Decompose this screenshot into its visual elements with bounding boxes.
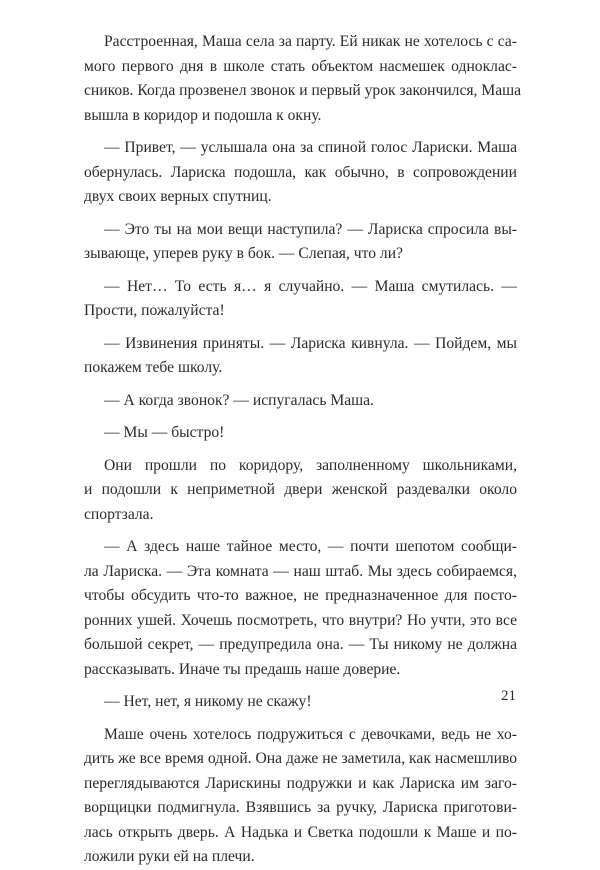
text-line: Прости, пожалуйста! [84, 302, 225, 319]
text-line: мого первого дня в школе стать объектом насмешек одноклас- [84, 57, 517, 75]
paragraph [84, 136, 517, 210]
paragraph-gap [84, 267, 517, 275]
paragraph-gap [84, 381, 517, 389]
text-line: — Извинения приняты. — Лариска кивнула. — Пойдем, мы [104, 334, 517, 352]
text-line: дить же все время одной. Она даже не заметила, как насмешливо [84, 750, 517, 767]
paragraph-gap [84, 682, 517, 690]
paragraph [84, 421, 517, 446]
paragraph [84, 535, 517, 682]
paragraph [84, 454, 517, 528]
text-line: — Нет… То есть я… я случайно. — Маша смутилась. — [104, 277, 517, 295]
paragraph-gap [84, 210, 517, 218]
text-line: — Мы — быстро! [104, 424, 225, 441]
text-line: — Это ты на мои вещи наступила? — Лариска спросила вы- [104, 220, 517, 238]
text-line: ронних ушей. Хочешь посмотреть, что внутри? Но учти, это все [84, 611, 517, 629]
paragraph-gap [84, 446, 517, 454]
page-number: 21 [501, 688, 516, 704]
paragraph [84, 332, 517, 381]
text-line: — А когда звонок? — испугалась Маша. [104, 391, 374, 409]
paragraph [84, 275, 517, 324]
text-line: обернулась. Лариска подошла, как обычно, в сопровождении [84, 163, 517, 181]
text-line: лась открыть дверь. А Надька и Светка подошли к Маше и по- [84, 823, 517, 841]
paragraph-gap [84, 527, 517, 535]
paragraph [84, 389, 517, 414]
text-line: ворщицки подмигнула. Взявшись за ручку, Лариска приготови- [84, 799, 517, 816]
text-line: большой секрет, — предупредила она. — Ты никому не должна [84, 636, 517, 653]
text-line: переглядываются Ларискины подружки и как Лариска им заго- [84, 774, 517, 792]
text-line: вышла в коридор и подошла к окну. [84, 106, 322, 124]
text-line: — Нет, нет, я никому не скажу! [104, 693, 312, 710]
paragraph [84, 218, 517, 267]
text-line: рассказывать. Иначе ты предашь наше доверие. [84, 660, 401, 678]
paragraph [84, 30, 522, 128]
text-line: покажем тебе школу. [84, 359, 223, 376]
paragraph-gap [84, 413, 517, 421]
paragraph-gap [84, 324, 517, 332]
text-line: ложили руки ей на плечи. [84, 848, 255, 865]
text-line: и подошли к неприметной двери женской раздевалки около [84, 481, 517, 498]
text-line: — Привет, — услышала она за спиной голос Лариски. Маша [104, 139, 517, 156]
text-line: сников. Когда прозвенел звонок и первый урок закончился, Маша [84, 82, 522, 99]
text-line: Маше очень хотелось подружиться с девочками, ведь не хо- [104, 725, 517, 743]
text-line: — А здесь наше тайное место, — почти шепотом сообщи- [104, 538, 517, 555]
text-line: спортзала. [84, 505, 154, 523]
text-line: двух своих верных спутниц. [84, 188, 272, 205]
text-line: чтобы обсудить что-то важное, не предназначенное для посто- [84, 587, 517, 604]
text-line: Расстроенная, Маша села за парту. Ей никак не хотелось с са- [104, 33, 517, 50]
body-text [84, 30, 522, 870]
paragraph-gap [84, 128, 517, 136]
text-line: зывающе, уперев руку в бок. — Слепая, что ли? [84, 245, 403, 262]
paragraph [84, 690, 517, 715]
paragraph-gap [84, 715, 517, 723]
text-line: Они прошли по коридору, заполненному школьниками, [104, 456, 517, 474]
paragraph [84, 723, 517, 870]
text-line: ла Лариска. — Эта комната — наш штаб. Мы здесь собираемся, [84, 562, 517, 580]
